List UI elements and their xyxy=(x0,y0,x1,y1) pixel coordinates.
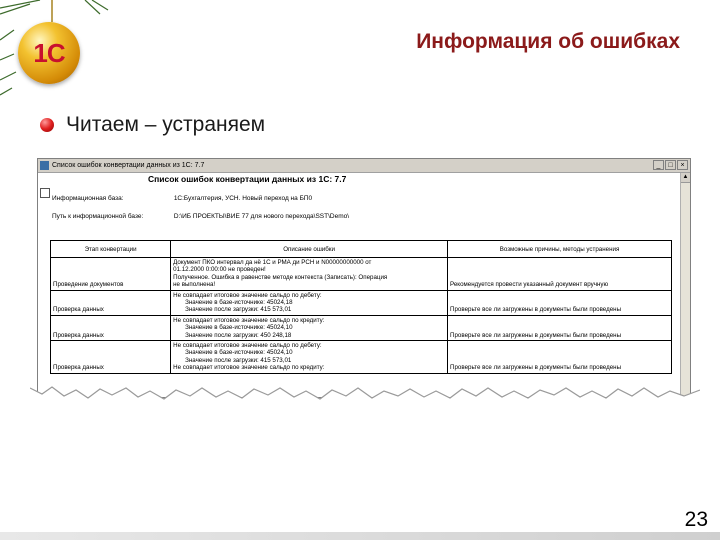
scroll-up-icon[interactable]: ▲ xyxy=(681,173,690,183)
report-title: Список ошибок конвертации данных из 1С: 7.7 xyxy=(148,174,347,184)
description-cell xyxy=(171,341,448,374)
logo xyxy=(18,22,80,84)
minimize-button[interactable]: _ xyxy=(653,160,664,170)
description-line: не выполнена! xyxy=(173,281,216,289)
table-row[interactable] xyxy=(51,290,672,315)
info-base-value: 1С:Бухгалтерия, УСН. Новый переход на БП0 xyxy=(173,195,313,202)
stage-text: Проведение документов xyxy=(53,281,124,289)
description-line: Документ ПКО интервал да нё 1С и РМА ди РСН и N00000000000 от xyxy=(173,259,372,266)
torn-edge-decoration xyxy=(30,382,700,412)
description-line: Значение в базе-источнике: 45024,18 xyxy=(185,299,293,307)
column-header: Описание ошибки xyxy=(171,241,448,258)
window-controls xyxy=(653,160,688,170)
description-cell xyxy=(171,290,448,315)
cause-text: Рекомендуется провести указанный документ вручную xyxy=(450,281,609,289)
error-list-window xyxy=(37,158,691,398)
app-icon xyxy=(40,161,49,170)
stage-text: Проверка данных xyxy=(53,364,104,372)
cause-cell xyxy=(448,341,672,374)
info-base-label: Информационная база: xyxy=(52,195,124,202)
footer-bar xyxy=(0,532,720,540)
path-row xyxy=(52,213,349,220)
cause-cell xyxy=(448,315,672,340)
column-header: Этап конвертации xyxy=(51,241,171,258)
path-label: Путь к информационной базе: xyxy=(52,213,144,220)
description-line: Значение после загрузки: 450 248,18 xyxy=(185,331,292,339)
stage-cell xyxy=(51,341,171,374)
errors-table xyxy=(50,240,672,374)
stage-cell xyxy=(51,258,171,291)
window-title: Список ошибок конвертации данных из 1С: 7.7 xyxy=(52,162,205,169)
info-base-row xyxy=(52,195,312,202)
description-cell xyxy=(171,258,448,291)
maximize-button[interactable]: □ xyxy=(665,160,676,170)
page-number: 23 xyxy=(684,508,708,531)
decoration-corner xyxy=(0,0,110,110)
description-line: Значение в базе-источнике: 45024,10 xyxy=(185,324,293,332)
stage-cell xyxy=(51,290,171,315)
table-row[interactable] xyxy=(51,258,672,291)
slide-title: Информация об ошибках xyxy=(416,30,680,53)
bullet-icon xyxy=(40,118,54,132)
table-row[interactable] xyxy=(51,315,672,340)
cause-text: Проверьте все ли загружены в документы были проведены xyxy=(450,331,622,339)
description-line: Значение после загрузки: 415 573,01 xyxy=(185,306,292,314)
window-titlebar xyxy=(38,159,690,173)
checkbox[interactable] xyxy=(40,188,50,198)
vertical-scrollbar[interactable] xyxy=(680,173,690,397)
stage-text: Проверка данных xyxy=(53,331,104,339)
description-line: Значение в базе-источнике: 45024,10 xyxy=(185,349,293,357)
description-line: Полученное. Ошибка в равенстве методе контекста (Записать): Операция xyxy=(173,273,388,281)
description-line: 01.12.2000 0:00:00 не проведен! xyxy=(173,266,266,274)
table-header-row xyxy=(51,241,672,258)
table-row[interactable] xyxy=(51,341,672,374)
cause-text: Проверьте все ли загружены в документы были проведены xyxy=(450,306,622,314)
logo-text: 1С xyxy=(33,38,65,68)
slide-subtitle: Читаем – устраняем xyxy=(66,113,266,136)
cause-cell xyxy=(448,258,672,291)
stage-cell xyxy=(51,315,171,340)
description-line: Не совпадает итоговое значение сальдо по дебету: xyxy=(173,342,322,350)
cause-text: Проверьте все ли загружены в документы были проведены xyxy=(450,364,622,372)
report-area xyxy=(38,173,690,397)
description-cell xyxy=(171,315,448,340)
description-line: Не совпадает итоговое значение сальдо по кредиту: xyxy=(173,316,325,324)
stage-text: Проверка данных xyxy=(53,306,104,314)
close-button[interactable]: × xyxy=(677,160,688,170)
description-line: Не совпадает итоговое значение сальдо по дебету: xyxy=(173,291,322,299)
path-value: D:\ИБ ПРОЕКТЫ\ВИЕ 77 для нового перехода\SST\Demo\ xyxy=(173,213,350,220)
description-line: Значение после загрузки: 415 573,01 xyxy=(185,356,292,364)
column-header: Возможные причины, методы устранения xyxy=(448,241,672,258)
description-line: Не совпадает итоговое значение сальдо по кредиту: xyxy=(173,364,325,372)
cause-cell xyxy=(448,290,672,315)
